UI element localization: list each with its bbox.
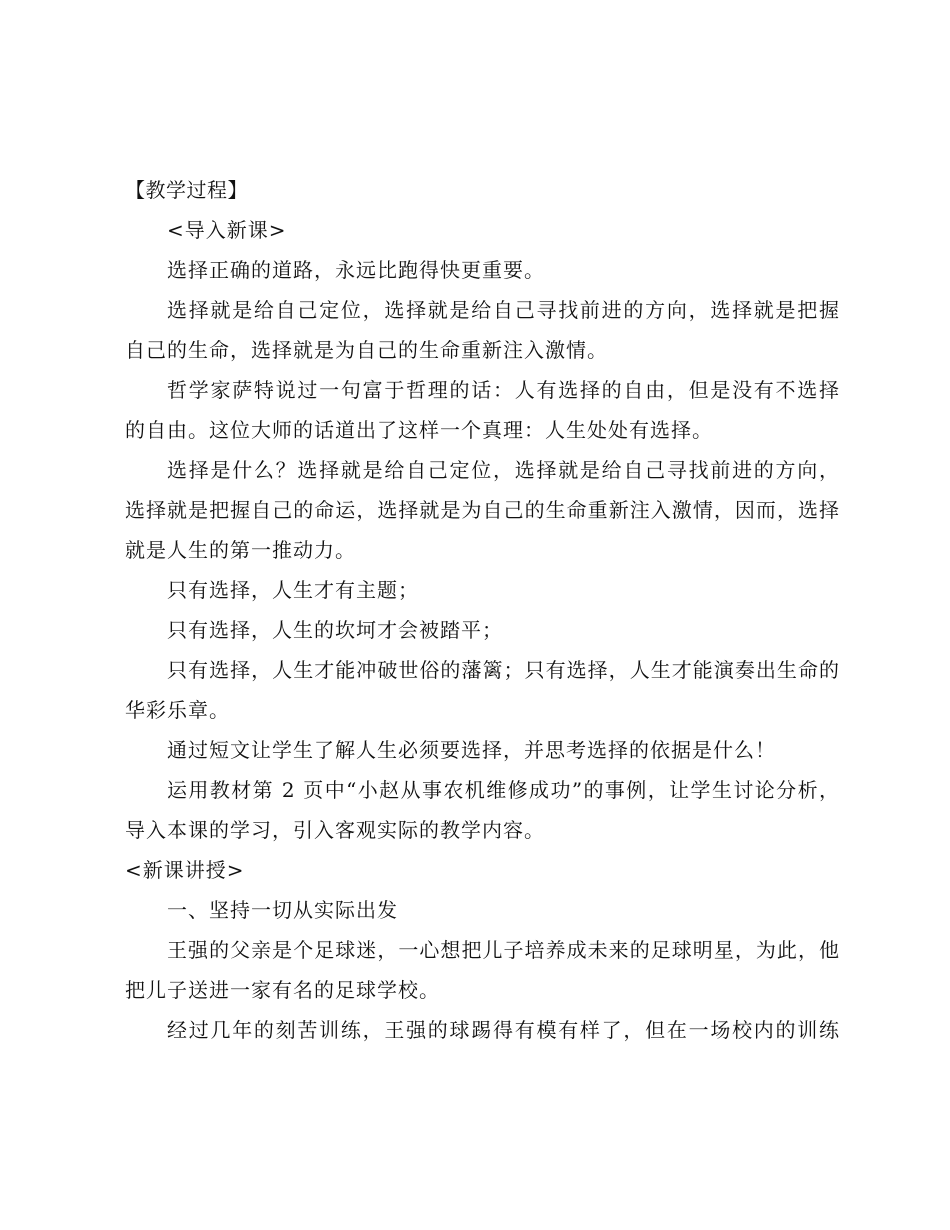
paragraph-line: 的自由。这位大师的话道出了这样一个真理：人生处处有选择。: [125, 418, 713, 442]
paragraph-line: 通过短文让学生了解人生必须要选择，并思考选择的依据是什么！: [167, 738, 776, 762]
paragraph-line: 只有选择，人生才有主题；: [167, 578, 419, 602]
paragraph-line: 选择正确的道路，永远比跑得快更重要。: [167, 258, 545, 282]
paragraph-line: 王强的父亲是个足球迷，一心想把儿子培养成未来的足球明星，为此，他: [167, 938, 840, 962]
subheading-new-lesson-teaching: <新课讲授>: [125, 858, 245, 882]
section-title-proceed-from-reality: 一、坚持一切从实际出发: [167, 898, 398, 922]
paragraph-line: 哲学家萨特说过一句富于哲理的话：人有选择的自由，但是没有不选择: [167, 378, 840, 402]
paragraph-line: 经过几年的刻苦训练，王强的球踢得有模有样了，但在一场校内的训练: [167, 1018, 840, 1042]
paragraph-line: 只有选择，人生才能冲破世俗的藩篱；只有选择，人生才能演奏出生命的: [167, 658, 840, 682]
paragraph-line: 导入本课的学习，引入客观实际的教学内容。: [125, 818, 545, 842]
paragraph-line: 选择是什么？选择就是给自己定位，选择就是给自己寻找前进的方向，: [167, 458, 840, 482]
paragraph-line: 只有选择，人生的坎坷才会被踏平；: [167, 618, 503, 642]
section-heading-teaching-process: 【教学过程】: [125, 178, 248, 202]
paragraph-line: 选择就是给自己定位，选择就是给自己寻找前进的方向，选择就是把握: [167, 298, 840, 322]
paragraph-line: 华彩乐章。: [125, 698, 230, 722]
document-body: [125, 170, 840, 1050]
paragraph-line: 选择就是把握自己的命运，选择就是为自己的生命重新注入激情，因而，选择: [125, 498, 840, 522]
paragraph-line: 运用教材第 2 页中“小赵从事农机维修成功”的事例，让学生讨论分析，: [167, 778, 840, 802]
paragraph-line: 自己的生命，选择就是为自己的生命重新注入激情。: [125, 338, 608, 362]
paragraph-line: 就是人生的第一推动力。: [125, 538, 356, 562]
paragraph-line: 把儿子送进一家有名的足球学校。: [125, 978, 440, 1002]
subheading-intro-new-lesson: <导入新课>: [167, 218, 287, 242]
